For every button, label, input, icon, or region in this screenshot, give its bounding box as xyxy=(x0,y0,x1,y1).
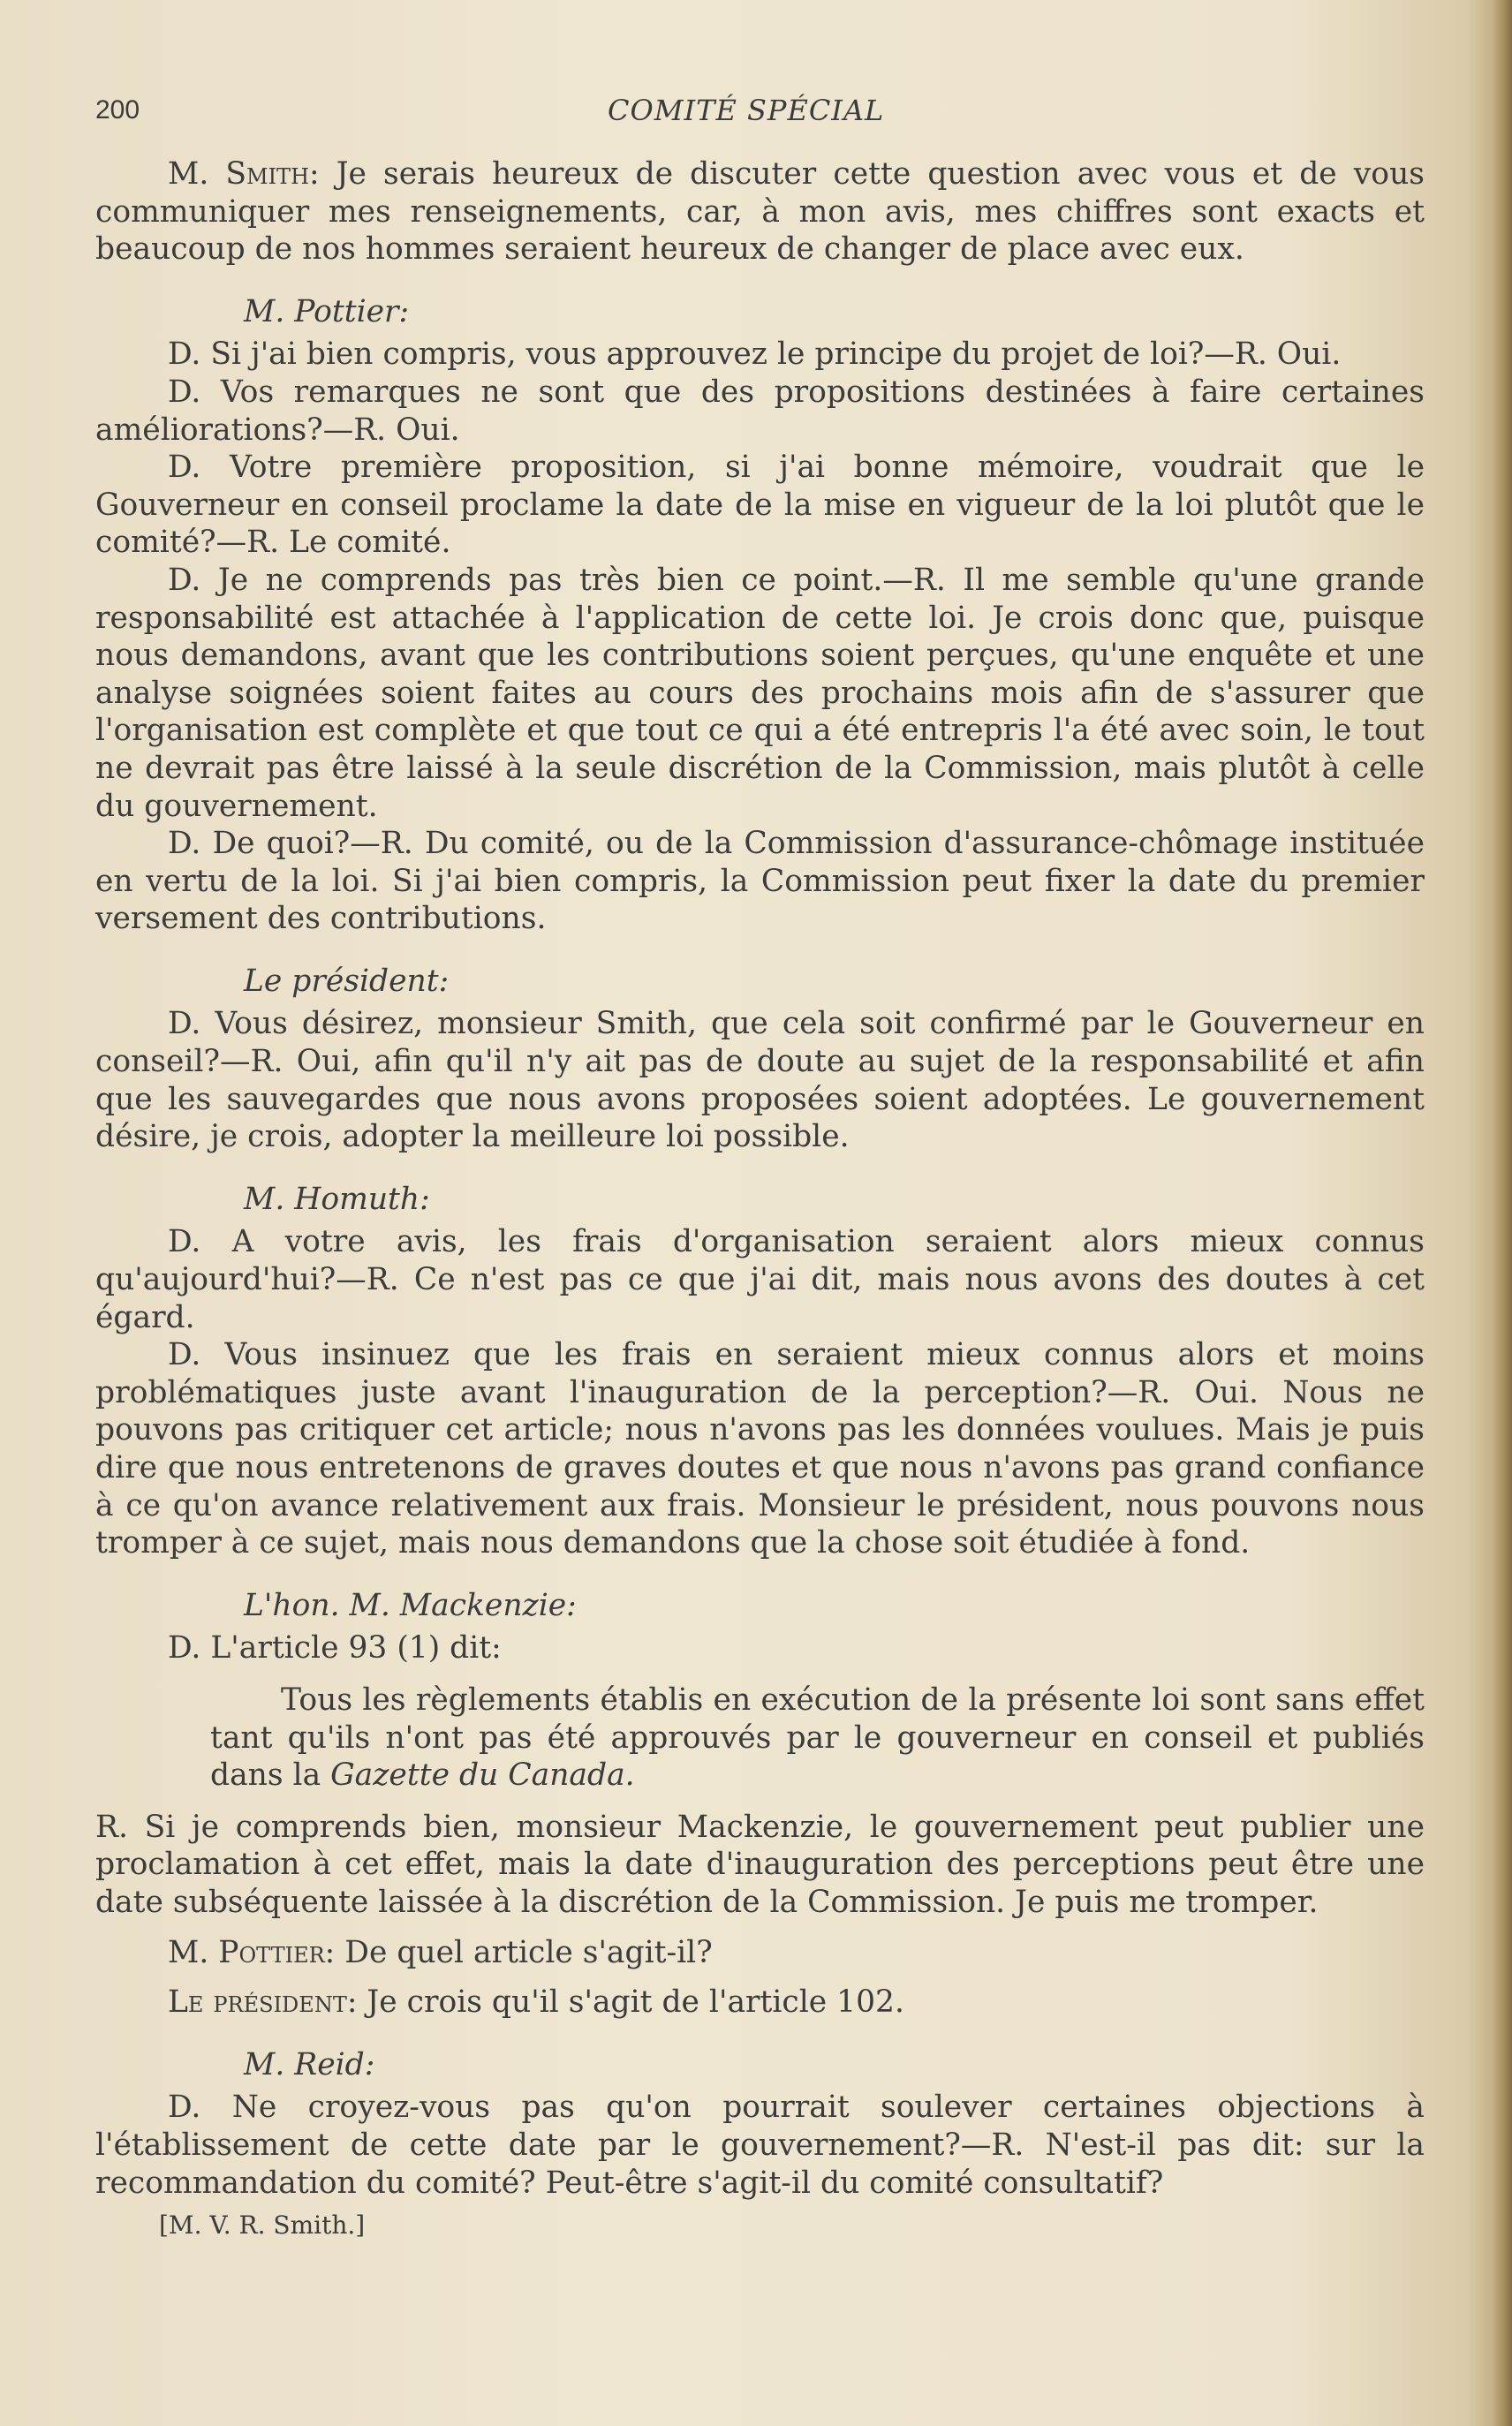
speaker-name: M. Smith: xyxy=(168,156,320,192)
page-edge-shadow xyxy=(1493,0,1512,2426)
question-answer: D. A votre avis, les frais d'organisation seraient alors mieux connus qu'aujourd'hui?—R. Ce n'est pas ce que j'ai dit, mais nous avons des doutes à cet égard. xyxy=(95,1224,1425,1335)
quote-publication: Gazette du Canada. xyxy=(330,1757,635,1794)
paragraph-text: Je serais heureux de discuter cette question avec vous et de vous communiquer mes renseignements, car, à mon avis, mes chiffres sont exacts et beaucoup de nos hommes seraient heureux de changer de place avec eux. xyxy=(95,156,1425,268)
question-answer: D. Vous insinuez que les frais en seraient mieux connus alors et moins problématiques juste avant l'inauguration de la perception?—R. Oui. Nous ne pouvons pas critiquer cet article; nous n'avons pas les données voulues. Mais je puis dire que nous entretenons de graves doutes et que nous n'avons pas grand confiance à ce qu'on avance relativement aux frais. Monsieur le président, nous pouvons nous tromper à ce sujet, mais nous demandons que la chose soit étudiée à fond. xyxy=(95,1337,1425,1561)
question-answer: D. Si j'ai bien compris, vous approuvez le principe du projet de loi?—R. Oui. xyxy=(168,336,1342,373)
block-quote xyxy=(95,1682,1425,1795)
speaker-name: Le président: xyxy=(168,1984,358,2021)
speaker-heading: L'hon. M. Mackenzie: xyxy=(244,1587,577,1623)
paragraph-smith-intro xyxy=(95,155,1425,268)
question-answer: D. Ne croyez-vous pas qu'on pourrait soulever certaines objections à l'établissement de cette date par le gouvernement?—R. N'est-il pas dit: sur la recommandation du comité? Peut-être s'agit-il du comité consultatif? xyxy=(95,2090,1425,2201)
remark-pottier xyxy=(95,1934,1425,1972)
question-answer: D. Votre première proposition, si j'ai bonne mémoire, voudrait que le Gouverneur en conseil proclame la date de la mise en vigueur de la loi plutôt que le comité?—R. Le comité. xyxy=(95,450,1425,561)
paragraph-text: De quel article s'agit-il? xyxy=(344,1934,713,1970)
speaker-heading: M. Reid: xyxy=(244,2046,375,2082)
question-answer: D. Vos remarques ne sont que des propositions destinées à faire certaines améliorations?—R. Oui. xyxy=(95,374,1425,448)
page-body xyxy=(95,87,1425,2245)
speaker-name: M. Pottier: xyxy=(168,1934,336,1970)
paragraph-text: Je crois qu'il s'agit de l'article 102. xyxy=(367,1984,904,2021)
running-head: COMITÉ SPÉCIAL xyxy=(608,94,885,127)
page-header xyxy=(95,87,1425,140)
remark-president xyxy=(95,1984,1425,2022)
page-footer: [M. V. R. Smith.] xyxy=(159,2211,366,2241)
question-answer: D. Vous désirez, monsieur Smith, que cela soit confirmé par le Gouverneur en conseil?—R. Oui, afin qu'il n'y ait pas de doute au sujet de la responsabilité et afin que les sauvegardes que nous avons proposées soient adoptées. Le gouvernement désire, je crois, adopter la meilleure loi possible. xyxy=(95,1006,1425,1155)
page-number: 200 xyxy=(95,95,140,125)
question-answer: D. Je ne comprends pas très bien ce point.—R. Il me semble qu'une grande responsabilité est attachée à l'application de cette loi. Je crois donc que, puisque nous demandons, avant que les contributions soient perçues, qu'une enquête et une analyse soignées soient faites au cours des prochains mois afin de s'assurer que l'organisation est complète et que tout ce qui a été entrepris l'a été avec soin, le tout ne devrait pas être laissé à la seule discrétion de la Commission, mais plutôt à celle du gouvernement. xyxy=(95,562,1425,824)
question-answer: D. L'article 93 (1) dit: xyxy=(168,1630,502,1666)
question-answer: D. De quoi?—R. Du comité, ou de la Commission d'assurance-chômage instituée en vertu de la loi. Si j'ai bien compris, la Commission peut fixer la date du premier versement des contributions. xyxy=(95,826,1425,937)
speaker-heading: M. Pottier: xyxy=(244,293,410,329)
speaker-heading: M. Homuth: xyxy=(244,1181,430,1217)
speaker-heading: Le président: xyxy=(244,963,450,999)
quote-text: Tous les règlements établis en exécution de la présente loi sont sans effet tant qu'ils n'ont pas été approuvés par le gouverneur en conseil et publiés dans la xyxy=(210,1682,1425,1794)
answer-paragraph: R. Si je comprends bien, monsieur Mackenzie, le gouvernement peut publier une proclamation à cet effet, mais la date d'inauguration des perceptions peut être une date subséquente laissée à la discrétion de la Commission. Je puis me tromper. xyxy=(95,1809,1425,1920)
